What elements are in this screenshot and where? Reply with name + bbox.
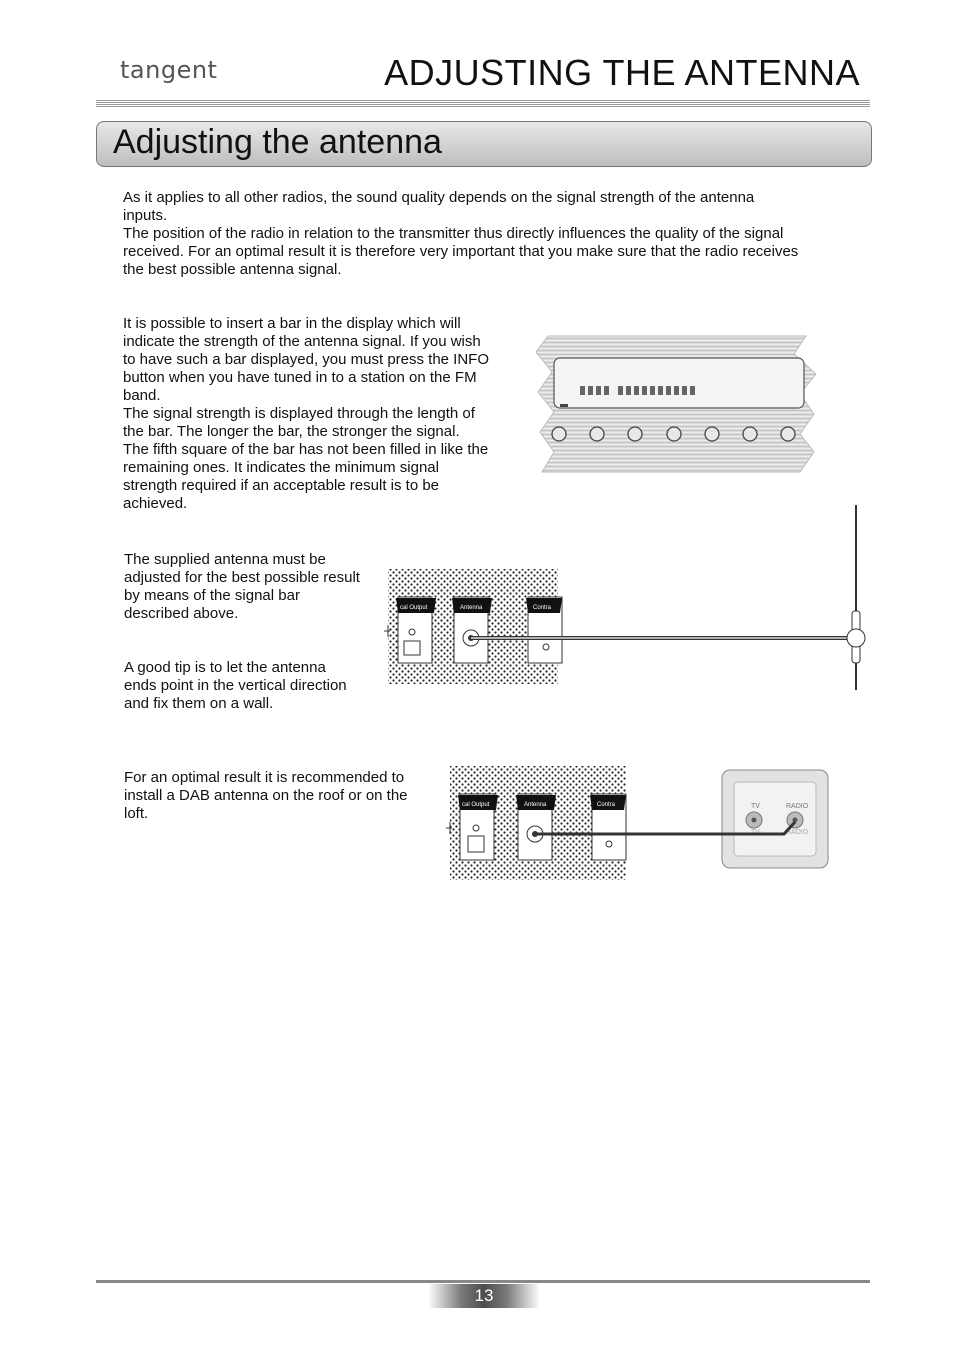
dab-contrast-label: Contra	[597, 802, 616, 808]
intro-paragraph: As it applies to all other radios, the sound quality depends on the signal strength of the antenna inputs. The position of the radio in relation to the transmitter thus directly influences the quality of the signal received. For an optimal result it is therefore very important that you make sure that the radio receives the best possible antenna signal.	[123, 189, 799, 278]
wall-radio-sub-label: RADIO	[786, 829, 809, 836]
signal-strength-bar	[580, 386, 695, 395]
signal-bar-paragraph: It is possible to insert a bar in the display which will indicate the strength of the antenna signal. If you wish to have such a bar displayed, you must press the INFO button when you have tuned in to a station on the FM band. The signal strength is displayed through the length of the bar. The longer the bar, the stronger the signal. The fifth square of the bar has not been filled in like the remaining ones. It indicates the minimum signal strength required if an acceptable result is to be achieved.	[123, 315, 490, 512]
page-number-tab	[428, 1284, 540, 1308]
footer-divider	[96, 1280, 870, 1283]
wall-tv-label: TV	[751, 803, 760, 810]
antenna-socket-label: Antenna	[460, 605, 483, 611]
section-title: Adjusting the antenna	[113, 123, 442, 161]
radio-display-illustration	[534, 334, 818, 474]
page-header-title: ADJUSTING THE ANTENNA	[384, 52, 860, 93]
optical-output-label: cal Output	[400, 605, 428, 611]
wall-tv-sub-label: TV	[751, 829, 760, 836]
section-heading-bar	[96, 121, 872, 167]
dab-antenna-socket-label: Antenna	[524, 802, 547, 808]
header-divider	[96, 100, 870, 108]
page-number: 13	[474, 1286, 494, 1305]
supplied-antenna-paragraph: The supplied antenna must be adjusted for the best possible result by means of the signal bar described above.	[124, 551, 360, 622]
dab-optical-output-label: cal Output	[462, 802, 490, 808]
dab-roof-paragraph: For an optimal result it is recommended to install a DAB antenna on the roof or on the loft.	[124, 769, 408, 822]
dab-roof-antenna-diagram	[446, 762, 836, 884]
supplied-antenna-diagram	[380, 505, 870, 690]
good-tip-paragraph: A good tip is to let the antenna ends point in the vertical direction and fix them on a wall.	[124, 659, 347, 712]
tangent-logo: tangent	[120, 56, 218, 84]
wall-radio-label: RADIO	[786, 803, 809, 810]
wall-antenna-socket	[722, 770, 828, 868]
contrast-label: Contra	[533, 605, 552, 611]
